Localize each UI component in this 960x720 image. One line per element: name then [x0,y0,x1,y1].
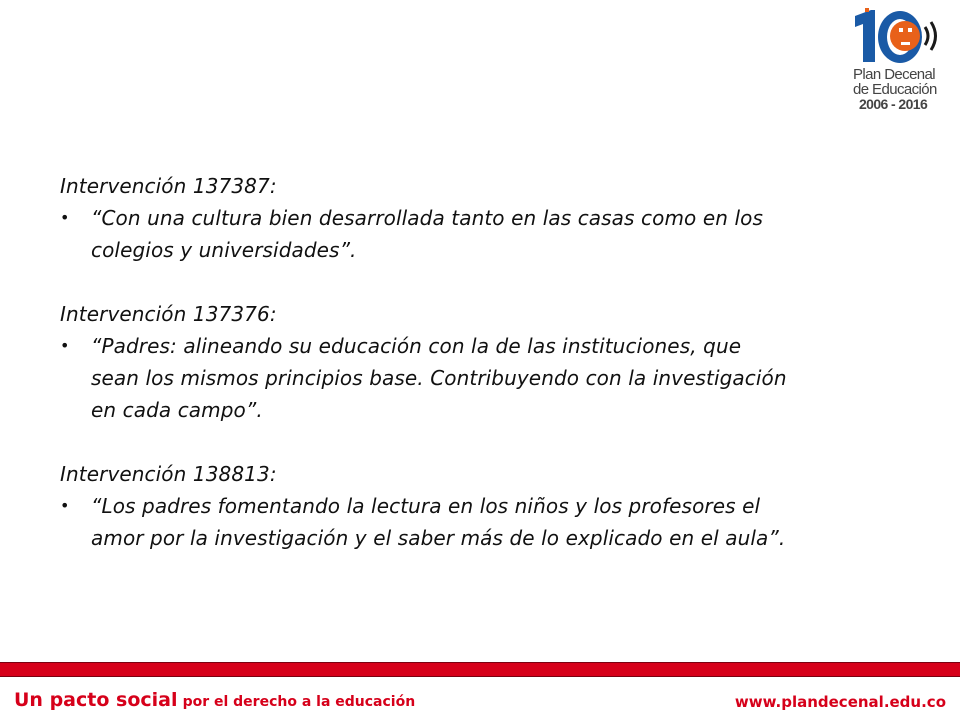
footer-url: www.plandecenal.edu.co [734,693,946,711]
logo-text [853,67,945,112]
bullet-item [60,330,910,426]
bullet-text [91,330,910,426]
bullet-icon: • [60,496,70,515]
bullet-icon: • [60,208,70,227]
bullet-text [91,202,910,266]
quote-line: colegios y universidades”. [91,238,357,262]
logo-line-1: Plan Decenal [853,66,936,83]
plan-decenal-logo [845,8,945,118]
footer-slogan [14,689,415,711]
logo-line-2: de Educación [853,81,937,98]
bullet-item [60,490,910,554]
quote-line: sean los mismos principios base. Contribuyendo con la investigación [91,366,787,390]
quote-line: amor por la investigación y el saber más de lo explicado en el aula”. [91,526,786,550]
intervention-heading: Intervención 137387: [60,174,277,198]
slide-content [60,170,910,554]
intervention-section-3 [60,458,910,554]
logo-line-years: 2006 - 2016 [859,96,928,112]
bullet-item [60,202,910,266]
quote-line: “Padres: alineando su educación con la de las instituciones, que [91,334,742,358]
intervention-heading: Intervención 138813: [60,462,277,486]
plan-decenal-10-logo-icon [845,8,945,66]
footer-divider-bar [0,662,960,677]
intervention-heading: Intervención 137376: [60,302,277,326]
bullet-icon: • [60,336,70,355]
footer-slogan-strong: Un pacto social [14,689,178,711]
intervention-section-1 [60,170,910,266]
intervention-section-2 [60,298,910,426]
bullet-text [91,490,910,554]
quote-line: en cada campo”. [91,398,263,422]
footer-slogan-rest: por el derecho a la educación [182,694,416,710]
quote-line: “Los padres fomentando la lectura en los niños y los profesores el [91,494,761,518]
quote-line: “Con una cultura bien desarrollada tanto en las casas como en los [91,206,763,230]
